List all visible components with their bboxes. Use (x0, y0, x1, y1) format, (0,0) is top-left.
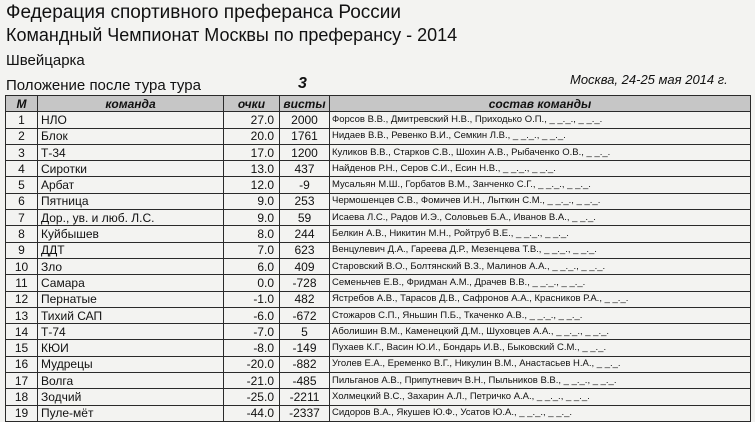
cell-points: 17.0 (224, 144, 280, 160)
cell-place: 9 (6, 242, 38, 258)
cell-place: 16 (6, 356, 38, 372)
cell-roster: Сидоров В.А., Якушев Ю.Ф., Усатов Ю.А., _ _._., _ _._. (330, 405, 751, 421)
cell-roster: Холмецкий В.С., Захарин А.Л., Петричко А.А., _ _._., _ _._. (330, 389, 751, 405)
cell-roster: Семеньчев Е.В., Фридман А.М., Драчев В.В., _ _._., _ _._. (330, 275, 751, 291)
cell-team: Куйбышев (38, 226, 224, 242)
cell-vists: -2211 (280, 389, 330, 405)
cell-place: 17 (6, 373, 38, 389)
cell-roster: Пильганов А.В., Припутневич В.Н., Пыльников В.В., _ _._., _ _._. (330, 373, 751, 389)
cell-points: -1.0 (224, 291, 280, 307)
table-row (6, 373, 751, 389)
cell-team: Тихий САП (38, 307, 224, 323)
cell-roster: Аболишин В.М., Каменецкий Д.М., Шуховцев А.А., _ _._., _ _._. (330, 324, 751, 340)
cell-roster: Куликов В.В., Старков С.В., Шохин А.В., Рыбаченко О.В., _ _._. (330, 144, 751, 160)
table-row (6, 226, 751, 242)
cell-team: Блок (38, 128, 224, 144)
cell-roster: Мусальян М.Ш., Горбатов В.М., Занченко С.Г., _ _._., _ _._. (330, 177, 751, 193)
table-row (6, 340, 751, 356)
cell-place: 15 (6, 340, 38, 356)
column-header-roster: состав команды (330, 96, 751, 112)
table-row (6, 389, 751, 405)
place-date: Москва, 24-25 мая 2014 г. (570, 72, 728, 87)
standings-table (5, 95, 751, 422)
cell-team: Т-74 (38, 324, 224, 340)
column-header-team: команда (38, 96, 224, 112)
column-header-vists: висты (280, 96, 330, 112)
cell-roster: Чермошенцев С.В., Фомичев И.Н., Лыткин С.М., _ _._., _ _._. (330, 193, 751, 209)
cell-vists: 244 (280, 226, 330, 242)
table-row (6, 307, 751, 323)
cell-team: Мудрецы (38, 356, 224, 372)
table-row (6, 210, 751, 226)
table-row (6, 242, 751, 258)
cell-vists: 437 (280, 161, 330, 177)
cell-roster: Пухаев К.Г., Васин Ю.И., Бондарь И.В., Быковский С.М., _ _._. (330, 340, 751, 356)
cell-place: 8 (6, 226, 38, 242)
cell-points: -44.0 (224, 405, 280, 421)
cell-vists: -2337 (280, 405, 330, 421)
cell-team: Арбат (38, 177, 224, 193)
table-row (6, 356, 751, 372)
table-row (6, 275, 751, 291)
cell-team: Сиротки (38, 161, 224, 177)
table-row (6, 128, 751, 144)
cell-points: 8.0 (224, 226, 280, 242)
cell-vists: -728 (280, 275, 330, 291)
cell-points: -6.0 (224, 307, 280, 323)
cell-place: 14 (6, 324, 38, 340)
cell-team: Зло (38, 258, 224, 274)
table-row (6, 177, 751, 193)
cell-vists: -9 (280, 177, 330, 193)
cell-roster: Ястребов А.В., Тарасов Д.В., Сафронов А.А., Красников Р.А., _ _._. (330, 291, 751, 307)
cell-team: Т-34 (38, 144, 224, 160)
cell-points: 12.0 (224, 177, 280, 193)
cell-vists: 623 (280, 242, 330, 258)
cell-vists: -485 (280, 373, 330, 389)
cell-points: 27.0 (224, 112, 280, 128)
cell-roster: Нидаев В.В., Ревенко В.И., Семкин Л.В., _ _._., _ _._. (330, 128, 751, 144)
cell-place: 4 (6, 161, 38, 177)
cell-place: 10 (6, 258, 38, 274)
cell-roster: Старовский В.О., Болтянский В.З., Малинов А.А., _ _._., _ _._. (330, 258, 751, 274)
table-header-row (6, 96, 751, 112)
cell-team: Дор., ув. и люб. Л.С. (38, 210, 224, 226)
cell-vists: 253 (280, 193, 330, 209)
championship-title: Командный Чемпионат Москвы по преферансу - 2014 (6, 25, 458, 45)
table-row (6, 144, 751, 160)
cell-place: 13 (6, 307, 38, 323)
cell-vists: -149 (280, 340, 330, 356)
table-row (6, 193, 751, 209)
cell-team: Пуле-мёт (38, 405, 224, 421)
cell-place: 11 (6, 275, 38, 291)
round-number: 3 (298, 75, 307, 92)
cell-roster: Белкин А.В., Никитин М.Н., Ройтруб В.Е., _ _._., _ _._. (330, 226, 751, 242)
cell-points: 9.0 (224, 193, 280, 209)
column-header-m: М (6, 96, 38, 112)
table-row (6, 112, 751, 128)
cell-place: 18 (6, 389, 38, 405)
cell-place: 12 (6, 291, 38, 307)
standing-label: Положение после тура тура (6, 77, 201, 94)
table-row (6, 324, 751, 340)
cell-roster: Стожаров С.П., Яньшин П.Б., Ткаченко А.В., _ _._., _ _._. (330, 307, 751, 323)
table-body (6, 112, 751, 422)
column-header-points: очки (224, 96, 280, 112)
cell-place: 6 (6, 193, 38, 209)
cell-place: 3 (6, 144, 38, 160)
cell-place: 7 (6, 210, 38, 226)
cell-points: 9.0 (224, 210, 280, 226)
cell-vists: 59 (280, 210, 330, 226)
cell-vists: -672 (280, 307, 330, 323)
table-row (6, 258, 751, 274)
cell-vists: 1200 (280, 144, 330, 160)
cell-points: -20.0 (224, 356, 280, 372)
cell-roster: Уголев Е.А., Еременко В.Г., Никулин В.М., Анастасьев Н.А., _ _._. (330, 356, 751, 372)
cell-team: Зодчий (38, 389, 224, 405)
cell-place: 1 (6, 112, 38, 128)
cell-team: Пернатые (38, 291, 224, 307)
cell-team: Самара (38, 275, 224, 291)
cell-vists: -882 (280, 356, 330, 372)
cell-roster: Форсов В.В., Дмитревский Н.В., Приходько О.П., _ _._., _ _._. (330, 112, 751, 128)
cell-vists: 1761 (280, 128, 330, 144)
cell-roster: Найденов Р.Н., Серов С.И., Есин Н.В., _ _._., _ _._. (330, 161, 751, 177)
federation-title: Федерация спортивного преферанса России (6, 2, 402, 23)
table-row (6, 161, 751, 177)
cell-place: 5 (6, 177, 38, 193)
cell-vists: 409 (280, 258, 330, 274)
cell-points: 0.0 (224, 275, 280, 291)
cell-team: КЮИ (38, 340, 224, 356)
cell-points: 13.0 (224, 161, 280, 177)
system-label: Швейцарка (6, 52, 85, 69)
cell-team: Волга (38, 373, 224, 389)
cell-roster: Исаева Л.С., Радов И.Э., Соловьев Б.А., Иванов В.А., _ _._. (330, 210, 751, 226)
cell-team: Пятница (38, 193, 224, 209)
cell-points: -21.0 (224, 373, 280, 389)
cell-points: -25.0 (224, 389, 280, 405)
cell-points: 6.0 (224, 258, 280, 274)
cell-roster: Венцулевич Д.А., Гареева Д.Р., Мезенцева Т.В., _ _._., _ _._. (330, 242, 751, 258)
cell-vists: 482 (280, 291, 330, 307)
cell-points: -7.0 (224, 324, 280, 340)
cell-points: -8.0 (224, 340, 280, 356)
cell-place: 19 (6, 405, 38, 421)
cell-points: 7.0 (224, 242, 280, 258)
cell-team: НЛО (38, 112, 224, 128)
table-row (6, 291, 751, 307)
cell-vists: 5 (280, 324, 330, 340)
cell-vists: 2000 (280, 112, 330, 128)
cell-points: 20.0 (224, 128, 280, 144)
cell-place: 2 (6, 128, 38, 144)
cell-team: ДДТ (38, 242, 224, 258)
